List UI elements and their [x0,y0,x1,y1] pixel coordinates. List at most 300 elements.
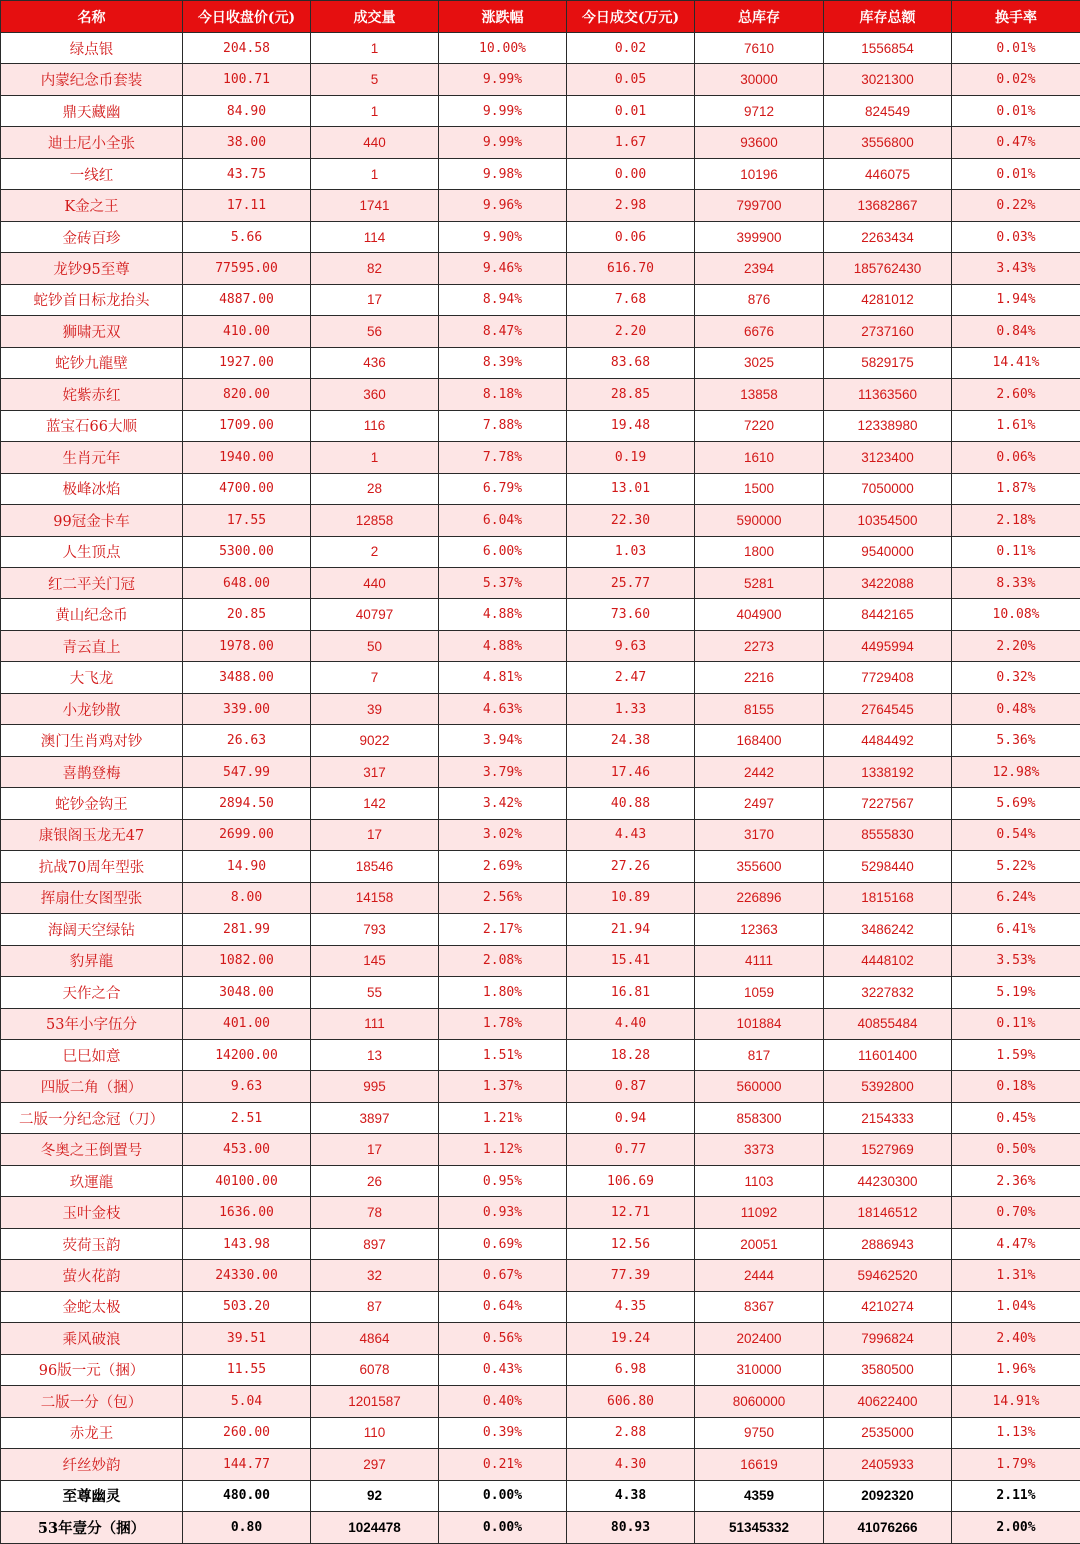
cell-change-pct: 9.99% [439,95,567,126]
cell-change-pct: 2.17% [439,914,567,945]
cell-turnover-rate: 0.02% [952,64,1080,95]
cell-total-stock: 817 [695,1040,824,1071]
cell-name: 豹昇龍 [1,945,183,976]
table-row [1,473,1080,504]
cell-close-price: 260.00 [183,1417,311,1448]
cell-name: 二版一分（包） [1,1386,183,1417]
cell-turnover: 4.43 [567,819,695,850]
cell-turnover: 4.30 [567,1449,695,1480]
cell-stock-value: 3227832 [824,977,952,1008]
cell-turnover: 22.30 [567,505,695,536]
cell-turnover-rate: 1.31% [952,1260,1080,1291]
cell-stock-value: 8442165 [824,599,952,630]
cell-turnover-rate: 2.11% [952,1480,1080,1511]
cell-change-pct: 1.37% [439,1071,567,1102]
cell-change-pct: 4.63% [439,693,567,724]
cell-close-price: 281.99 [183,914,311,945]
cell-close-price: 100.71 [183,64,311,95]
cell-name: 冬奥之王倒置号 [1,1134,183,1165]
cell-turnover: 0.77 [567,1134,695,1165]
cell-volume: 87 [311,1291,439,1322]
cell-close-price: 480.00 [183,1480,311,1511]
cell-name: 鼎天藏幽 [1,95,183,126]
cell-turnover: 7.68 [567,284,695,315]
cell-total-stock: 2273 [695,630,824,661]
cell-turnover: 606.80 [567,1386,695,1417]
cell-volume: 5 [311,64,439,95]
cell-change-pct: 0.40% [439,1386,567,1417]
cell-turnover: 106.69 [567,1165,695,1196]
cell-volume: 897 [311,1228,439,1259]
cell-close-price: 648.00 [183,567,311,598]
cell-change-pct: 8.39% [439,347,567,378]
header-row [1,1,1080,33]
cell-turnover-rate: 5.69% [952,788,1080,819]
cell-total-stock: 11092 [695,1197,824,1228]
cell-close-price: 39.51 [183,1323,311,1354]
cell-change-pct: 9.98% [439,158,567,189]
header-turnover-rate: 换手率 [952,1,1080,33]
cell-change-pct: 6.00% [439,536,567,567]
cell-name: 黄山纪念币 [1,599,183,630]
cell-name: 抗战70周年型张 [1,851,183,882]
cell-close-price: 2699.00 [183,819,311,850]
cell-name: 玉叶金枝 [1,1197,183,1228]
cell-change-pct: 0.56% [439,1323,567,1354]
cell-turnover: 25.77 [567,567,695,598]
cell-total-stock: 1800 [695,536,824,567]
cell-total-stock: 355600 [695,851,824,882]
table-row [1,788,1080,819]
cell-name: 康银阁玉龙无47 [1,819,183,850]
cell-volume: 17 [311,819,439,850]
cell-volume: 26 [311,1165,439,1196]
cell-turnover-rate: 0.48% [952,693,1080,724]
cell-change-pct: 0.43% [439,1354,567,1385]
cell-total-stock: 404900 [695,599,824,630]
cell-name: 蛇钞首日标龙抬头 [1,284,183,315]
cell-total-stock: 2442 [695,756,824,787]
cell-total-stock: 30000 [695,64,824,95]
cell-turnover-rate: 1.79% [952,1449,1080,1480]
cell-name: 96版一元（捆） [1,1354,183,1385]
cell-total-stock: 8367 [695,1291,824,1322]
table-row [1,1134,1080,1165]
cell-name: 一线红 [1,158,183,189]
cell-name: 喜鹊登梅 [1,756,183,787]
cell-close-price: 503.20 [183,1291,311,1322]
cell-close-price: 8.00 [183,882,311,913]
cell-turnover: 2.20 [567,316,695,347]
cell-stock-value: 3486242 [824,914,952,945]
table-row [1,1512,1080,1544]
cell-stock-value: 5298440 [824,851,952,882]
cell-name: 赤龙王 [1,1417,183,1448]
cell-stock-value: 3580500 [824,1354,952,1385]
cell-turnover-rate: 2.20% [952,630,1080,661]
cell-turnover: 0.19 [567,442,695,473]
cell-stock-value: 11601400 [824,1040,952,1071]
cell-name: 巳巳如意 [1,1040,183,1071]
cell-turnover-rate: 0.32% [952,662,1080,693]
cell-name: 蛇钞金钩王 [1,788,183,819]
cell-turnover-rate: 5.19% [952,977,1080,1008]
table-row [1,442,1080,473]
cell-turnover: 40.88 [567,788,695,819]
cell-change-pct: 0.39% [439,1417,567,1448]
cell-volume: 1201587 [311,1386,439,1417]
cell-close-price: 77595.00 [183,253,311,284]
cell-turnover-rate: 3.43% [952,253,1080,284]
cell-volume: 1024478 [311,1512,439,1544]
cell-stock-value: 4484492 [824,725,952,756]
table-row [1,1417,1080,1448]
cell-stock-value: 1815168 [824,882,952,913]
cell-volume: 13 [311,1040,439,1071]
cell-name: 至尊幽灵 [1,1480,183,1511]
cell-close-price: 84.90 [183,95,311,126]
cell-volume: 92 [311,1480,439,1511]
cell-turnover-rate: 1.96% [952,1354,1080,1385]
cell-volume: 9022 [311,725,439,756]
table-row [1,567,1080,598]
table-row [1,599,1080,630]
cell-close-price: 5.66 [183,221,311,252]
cell-change-pct: 9.99% [439,64,567,95]
cell-change-pct: 8.94% [439,284,567,315]
cell-total-stock: 3373 [695,1134,824,1165]
cell-close-price: 11.55 [183,1354,311,1385]
table-row [1,95,1080,126]
cell-total-stock: 93600 [695,127,824,158]
cell-change-pct: 1.21% [439,1102,567,1133]
cell-total-stock: 2444 [695,1260,824,1291]
cell-close-price: 40100.00 [183,1165,311,1196]
cell-turnover-rate: 0.06% [952,442,1080,473]
cell-total-stock: 51345332 [695,1512,824,1544]
header-close-price: 今日收盘价(元) [183,1,311,33]
cell-stock-value: 41076266 [824,1512,952,1544]
cell-name: 蛇钞九龍壁 [1,347,183,378]
cell-stock-value: 2092320 [824,1480,952,1511]
cell-close-price: 4887.00 [183,284,311,315]
cell-name: 53年壹分（捆） [1,1512,183,1544]
cell-turnover-rate: 0.70% [952,1197,1080,1228]
table-row [1,662,1080,693]
cell-turnover: 1.03 [567,536,695,567]
cell-turnover-rate: 0.01% [952,95,1080,126]
cell-name: 荧荷玉韵 [1,1228,183,1259]
cell-stock-value: 40622400 [824,1386,952,1417]
table-row [1,1354,1080,1385]
header-turnover: 今日成交(万元) [567,1,695,33]
cell-volume: 360 [311,379,439,410]
cell-turnover: 0.06 [567,221,695,252]
cell-stock-value: 185762430 [824,253,952,284]
cell-change-pct: 4.88% [439,630,567,661]
cell-stock-value: 3556800 [824,127,952,158]
table-row [1,1197,1080,1228]
cell-name: 玖運龍 [1,1165,183,1196]
cell-volume: 1741 [311,190,439,221]
cell-change-pct: 6.79% [439,473,567,504]
cell-name: K金之王 [1,190,183,221]
cell-stock-value: 7227567 [824,788,952,819]
cell-name: 蓝宝石66大顺 [1,410,183,441]
cell-close-price: 453.00 [183,1134,311,1165]
cell-turnover: 2.47 [567,662,695,693]
cell-change-pct: 0.67% [439,1260,567,1291]
cell-volume: 17 [311,1134,439,1165]
cell-volume: 82 [311,253,439,284]
cell-total-stock: 799700 [695,190,824,221]
table-row [1,1449,1080,1480]
cell-volume: 32 [311,1260,439,1291]
cell-turnover-rate: 0.01% [952,158,1080,189]
cell-name: 乘风破浪 [1,1323,183,1354]
cell-turnover-rate: 14.41% [952,347,1080,378]
cell-change-pct: 3.79% [439,756,567,787]
table-row [1,158,1080,189]
header-stock-value: 库存总额 [824,1,952,33]
cell-turnover: 4.38 [567,1480,695,1511]
cell-total-stock: 2394 [695,253,824,284]
cell-turnover: 1.33 [567,693,695,724]
cell-name: 金蛇太极 [1,1291,183,1322]
cell-volume: 440 [311,567,439,598]
cell-turnover: 0.00 [567,158,695,189]
table-row [1,945,1080,976]
table-row [1,127,1080,158]
cell-close-price: 401.00 [183,1008,311,1039]
cell-stock-value: 2764545 [824,693,952,724]
cell-turnover: 4.35 [567,1291,695,1322]
table-row [1,410,1080,441]
cell-close-price: 14200.00 [183,1040,311,1071]
cell-turnover: 83.68 [567,347,695,378]
cell-total-stock: 7610 [695,33,824,64]
cell-stock-value: 7050000 [824,473,952,504]
cell-close-price: 143.98 [183,1228,311,1259]
table-row [1,630,1080,661]
cell-volume: 28 [311,473,439,504]
cell-stock-value: 9540000 [824,536,952,567]
cell-turnover: 28.85 [567,379,695,410]
cell-stock-value: 446075 [824,158,952,189]
table-row [1,347,1080,378]
cell-turnover-rate: 2.60% [952,379,1080,410]
cell-volume: 793 [311,914,439,945]
cell-change-pct: 2.08% [439,945,567,976]
cell-stock-value: 11363560 [824,379,952,410]
cell-turnover: 77.39 [567,1260,695,1291]
table-row [1,505,1080,536]
table-row [1,1165,1080,1196]
cell-name: 金砖百珍 [1,221,183,252]
cell-name: 天作之合 [1,977,183,1008]
cell-stock-value: 1556854 [824,33,952,64]
cell-volume: 317 [311,756,439,787]
cell-turnover: 0.05 [567,64,695,95]
cell-turnover: 0.01 [567,95,695,126]
cell-total-stock: 590000 [695,505,824,536]
cell-volume: 17 [311,284,439,315]
cell-stock-value: 4495994 [824,630,952,661]
cell-close-price: 1709.00 [183,410,311,441]
cell-volume: 297 [311,1449,439,1480]
cell-stock-value: 2886943 [824,1228,952,1259]
cell-volume: 110 [311,1417,439,1448]
cell-volume: 440 [311,127,439,158]
cell-name: 挥扇仕女图型张 [1,882,183,913]
table-row [1,1323,1080,1354]
cell-name: 迪士尼小全张 [1,127,183,158]
cell-close-price: 410.00 [183,316,311,347]
cell-close-price: 2894.50 [183,788,311,819]
cell-total-stock: 202400 [695,1323,824,1354]
cell-volume: 7 [311,662,439,693]
cell-change-pct: 1.80% [439,977,567,1008]
cell-stock-value: 4448102 [824,945,952,976]
cell-total-stock: 560000 [695,1071,824,1102]
cell-volume: 18546 [311,851,439,882]
cell-change-pct: 1.51% [439,1040,567,1071]
cell-close-price: 3488.00 [183,662,311,693]
cell-close-price: 0.80 [183,1512,311,1544]
cell-total-stock: 12363 [695,914,824,945]
cell-total-stock: 7220 [695,410,824,441]
cell-change-pct: 0.64% [439,1291,567,1322]
cell-total-stock: 858300 [695,1102,824,1133]
cell-total-stock: 1059 [695,977,824,1008]
table-row [1,190,1080,221]
cell-turnover-rate: 0.54% [952,819,1080,850]
cell-name: 澳门生肖鸡对钞 [1,725,183,756]
cell-turnover: 0.94 [567,1102,695,1133]
cell-volume: 1 [311,95,439,126]
cell-turnover: 80.93 [567,1512,695,1544]
cell-volume: 14158 [311,882,439,913]
table-row [1,1102,1080,1133]
table-row [1,253,1080,284]
table-header [1,1,1080,33]
cell-close-price: 1978.00 [183,630,311,661]
cell-stock-value: 5392800 [824,1071,952,1102]
cell-turnover: 4.40 [567,1008,695,1039]
cell-name: 生肖元年 [1,442,183,473]
cell-stock-value: 5829175 [824,347,952,378]
table-row [1,914,1080,945]
header-name: 名称 [1,1,183,33]
cell-stock-value: 4281012 [824,284,952,315]
cell-close-price: 144.77 [183,1449,311,1480]
table-row [1,1386,1080,1417]
cell-volume: 145 [311,945,439,976]
cell-turnover: 13.01 [567,473,695,504]
cell-turnover-rate: 8.33% [952,567,1080,598]
cell-change-pct: 2.56% [439,882,567,913]
cell-change-pct: 9.90% [439,221,567,252]
cell-close-price: 43.75 [183,158,311,189]
cell-change-pct: 4.81% [439,662,567,693]
cell-stock-value: 4210274 [824,1291,952,1322]
cell-close-price: 5300.00 [183,536,311,567]
cell-total-stock: 20051 [695,1228,824,1259]
table-row [1,221,1080,252]
cell-turnover-rate: 0.18% [952,1071,1080,1102]
table-row [1,1480,1080,1511]
cell-change-pct: 0.00% [439,1512,567,1544]
cell-stock-value: 1338192 [824,756,952,787]
cell-stock-value: 2737160 [824,316,952,347]
cell-close-price: 14.90 [183,851,311,882]
cell-name: 纤丝妙韵 [1,1449,183,1480]
cell-volume: 142 [311,788,439,819]
cell-stock-value: 3123400 [824,442,952,473]
cell-close-price: 24330.00 [183,1260,311,1291]
cell-change-pct: 9.99% [439,127,567,158]
cell-total-stock: 4359 [695,1480,824,1511]
cell-turnover-rate: 0.22% [952,190,1080,221]
table-row [1,977,1080,1008]
cell-close-price: 820.00 [183,379,311,410]
cell-turnover: 24.38 [567,725,695,756]
cell-name: 萤火花韵 [1,1260,183,1291]
cell-total-stock: 16619 [695,1449,824,1480]
cell-turnover-rate: 1.61% [952,410,1080,441]
cell-turnover-rate: 1.04% [952,1291,1080,1322]
cell-stock-value: 2405933 [824,1449,952,1480]
cell-volume: 4864 [311,1323,439,1354]
cell-turnover: 21.94 [567,914,695,945]
table-row [1,756,1080,787]
cell-volume: 436 [311,347,439,378]
cell-total-stock: 1610 [695,442,824,473]
cell-stock-value: 40855484 [824,1008,952,1039]
cell-total-stock: 4111 [695,945,824,976]
cell-change-pct: 0.21% [439,1449,567,1480]
cell-turnover: 616.70 [567,253,695,284]
cell-turnover: 10.89 [567,882,695,913]
cell-close-price: 1082.00 [183,945,311,976]
cell-turnover-rate: 14.91% [952,1386,1080,1417]
cell-turnover-rate: 0.01% [952,33,1080,64]
cell-change-pct: 3.94% [439,725,567,756]
cell-turnover: 6.98 [567,1354,695,1385]
cell-name: 内蒙纪念币套装 [1,64,183,95]
table-row [1,1008,1080,1039]
table-row [1,1071,1080,1102]
table-row [1,1228,1080,1259]
cell-turnover-rate: 2.00% [952,1512,1080,1544]
cell-change-pct: 4.88% [439,599,567,630]
cell-name: 海阔天空绿钻 [1,914,183,945]
cell-stock-value: 7996824 [824,1323,952,1354]
cell-name: 龙钞95至尊 [1,253,183,284]
cell-turnover: 9.63 [567,630,695,661]
cell-close-price: 1927.00 [183,347,311,378]
cell-total-stock: 168400 [695,725,824,756]
table-row [1,316,1080,347]
cell-stock-value: 8555830 [824,819,952,850]
cell-total-stock: 226896 [695,882,824,913]
cell-total-stock: 10196 [695,158,824,189]
cell-total-stock: 13858 [695,379,824,410]
table-row [1,379,1080,410]
cell-stock-value: 7729408 [824,662,952,693]
cell-volume: 1 [311,33,439,64]
cell-volume: 40797 [311,599,439,630]
